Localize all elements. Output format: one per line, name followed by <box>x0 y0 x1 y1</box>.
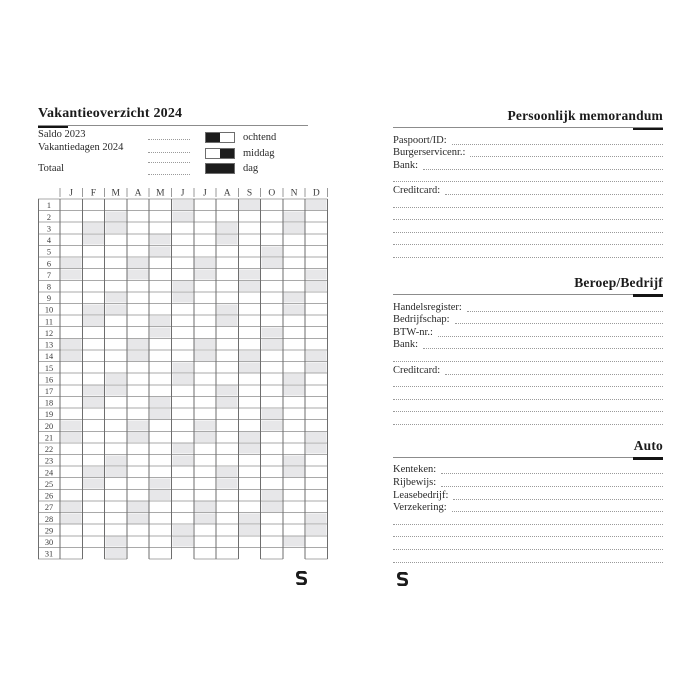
svg-text:M: M <box>156 188 165 199</box>
dotted-write-line <box>455 323 663 324</box>
summary-label: Vakantiedagen 2024 <box>38 142 124 153</box>
svg-text:7: 7 <box>46 270 52 280</box>
memo-blank-row <box>393 234 663 247</box>
dotted-write-line <box>438 336 663 337</box>
dotted-write-line <box>393 219 663 220</box>
section-title-rule <box>393 127 663 128</box>
svg-text:10: 10 <box>44 305 54 315</box>
svg-text:J: J <box>203 188 207 199</box>
field-label: Paspoort/ID: <box>393 134 447 146</box>
dotted-write-line <box>441 486 663 487</box>
dotted-write-line <box>393 181 663 182</box>
field-label: BTW-nr.: <box>393 326 433 338</box>
memo-blank-row <box>393 538 663 551</box>
legend-swatch-full <box>205 163 235 174</box>
svg-text:23: 23 <box>44 456 54 466</box>
svg-text:31: 31 <box>44 549 54 559</box>
svg-text:18: 18 <box>44 398 54 408</box>
section-title-rule <box>393 457 663 458</box>
svg-text:S: S <box>246 188 253 199</box>
svg-text:20: 20 <box>44 421 54 431</box>
svg-text:27: 27 <box>44 503 54 513</box>
svg-text:13: 13 <box>44 340 54 350</box>
dotted-write-line <box>393 207 663 208</box>
dotted-write-line <box>148 152 190 153</box>
field-label: Kenteken: <box>393 464 437 476</box>
svg-text:21: 21 <box>44 433 54 443</box>
memo-field-row <box>393 133 663 146</box>
right-page-personal-memo <box>393 108 663 598</box>
svg-text:12: 12 <box>44 328 54 338</box>
dotted-write-line <box>467 311 663 312</box>
memo-blank-row <box>393 221 663 234</box>
svg-text:N: N <box>290 188 298 199</box>
memo-blank-row <box>393 376 663 389</box>
svg-text:19: 19 <box>44 410 54 420</box>
svg-text:A: A <box>223 188 231 199</box>
dotted-write-line <box>393 361 663 362</box>
summary-label: Saldo 2023 <box>38 129 86 140</box>
svg-text:5: 5 <box>46 247 52 257</box>
memo-field-row <box>393 463 663 476</box>
svg-text:F: F <box>90 188 97 199</box>
dotted-write-line <box>393 549 663 550</box>
memo-field-row <box>393 501 663 514</box>
svg-text:M: M <box>111 188 120 199</box>
field-label: Creditcard: <box>393 364 441 376</box>
memo-blank-row <box>393 209 663 222</box>
rule-accent-bar <box>633 294 663 297</box>
svg-text:29: 29 <box>44 526 54 536</box>
svg-text:28: 28 <box>44 514 54 524</box>
dotted-write-line <box>453 499 663 500</box>
field-label: Leasebedrijf: <box>393 489 449 501</box>
section-title-rule <box>393 294 663 295</box>
svg-text:30: 30 <box>44 537 54 547</box>
field-label: Verzekering: <box>393 502 447 514</box>
memo-blank-row <box>393 401 663 414</box>
memo-blank-row <box>393 196 663 209</box>
section-title: Persoonlijk memorandum <box>507 108 663 123</box>
field-label: Bedrijfschap: <box>393 314 450 326</box>
rule-accent-bar <box>633 457 663 460</box>
left-page-vacation-overview <box>38 105 328 595</box>
rule-accent-bar <box>633 128 663 131</box>
left-page-header <box>38 105 308 126</box>
field-label: Handelsregister: <box>393 301 462 313</box>
memo-blank-row <box>393 388 663 401</box>
field-label: Rijbewijs: <box>393 477 437 489</box>
memo-field-row <box>393 300 663 313</box>
page-title: Vakantieoverzicht 2024 <box>38 106 183 121</box>
memo-blank-row <box>393 350 663 363</box>
dotted-write-line <box>452 511 663 512</box>
dotted-write-line <box>393 257 663 258</box>
dotted-write-line <box>393 244 663 245</box>
svg-text:17: 17 <box>44 387 54 397</box>
dotted-write-line <box>393 562 663 563</box>
svg-text:O: O <box>268 188 276 199</box>
svg-text:J: J <box>69 188 74 199</box>
dotted-write-line <box>148 139 190 140</box>
field-label: Bank: <box>393 159 419 171</box>
dotted-write-line <box>393 386 663 387</box>
svg-text:J: J <box>180 188 185 199</box>
svg-text:A: A <box>134 188 142 199</box>
dotted-write-line <box>393 524 663 525</box>
dotted-write-line <box>148 174 190 175</box>
brand-s-logo <box>295 571 308 585</box>
svg-text:26: 26 <box>44 491 54 501</box>
memo-field-row <box>393 338 663 351</box>
field-label: Creditcard: <box>393 184 441 196</box>
section-title: Beroep/Bedrijf <box>574 274 663 290</box>
memo-blank-row <box>393 551 663 564</box>
dotted-write-line <box>441 473 663 474</box>
memo-blank-row <box>393 513 663 526</box>
memo-field-row <box>393 363 663 376</box>
legend-label: middag <box>243 148 275 159</box>
dotted-write-line <box>445 194 663 195</box>
memo-field-row <box>393 488 663 501</box>
svg-text:D: D <box>312 188 320 199</box>
memo-field-row <box>393 313 663 326</box>
svg-text:2: 2 <box>46 212 52 222</box>
memo-blank-row <box>393 413 663 426</box>
svg-text:11: 11 <box>45 317 53 327</box>
dotted-write-line <box>423 169 663 170</box>
memo-field-row <box>393 325 663 338</box>
svg-text:16: 16 <box>44 375 54 385</box>
svg-text:9: 9 <box>46 294 52 304</box>
legend-label: ochtend <box>243 132 277 143</box>
dotted-write-line <box>393 424 663 425</box>
svg-text:6: 6 <box>46 259 52 269</box>
dotted-write-line <box>470 156 663 157</box>
memo-blank-row <box>393 171 663 184</box>
section-title: Auto <box>633 437 663 453</box>
memo-field-row <box>393 475 663 488</box>
dotted-write-line <box>393 536 663 537</box>
field-label: Burgerservicenr.: <box>393 147 466 159</box>
vacation-calendar-table <box>38 185 328 561</box>
dotted-write-line <box>423 348 663 349</box>
memo-field-row <box>393 146 663 159</box>
title-rule <box>38 125 308 126</box>
svg-text:15: 15 <box>44 363 54 373</box>
memo-field-row <box>393 183 663 196</box>
svg-text:24: 24 <box>44 468 54 478</box>
svg-text:22: 22 <box>44 445 54 455</box>
rule-accent-bar <box>38 126 68 129</box>
dotted-write-line <box>148 162 190 163</box>
dotted-write-line <box>393 411 663 412</box>
memo-section-2 <box>393 438 663 564</box>
memo-section-1 <box>393 275 663 426</box>
summary-label: Totaal <box>38 163 65 174</box>
svg-text:4: 4 <box>46 236 52 246</box>
legend-label: dag <box>243 163 259 174</box>
svg-text:1: 1 <box>46 201 52 211</box>
brand-s-logo <box>396 572 409 586</box>
legend-item-middag <box>205 148 275 159</box>
svg-text:3: 3 <box>46 224 52 234</box>
dotted-write-line <box>445 374 663 375</box>
field-label: Bank: <box>393 339 419 351</box>
memo-field-row <box>393 158 663 171</box>
dotted-write-line <box>393 232 663 233</box>
dotted-write-line <box>452 144 663 145</box>
legend-item-ochtend <box>205 132 276 143</box>
memo-blank-row <box>393 526 663 539</box>
memo-sections <box>393 108 663 564</box>
svg-text:8: 8 <box>46 282 52 292</box>
legend-item-dag <box>205 163 258 174</box>
svg-text:25: 25 <box>44 479 54 489</box>
memo-blank-row <box>393 246 663 259</box>
svg-text:14: 14 <box>44 352 54 362</box>
memo-section-0 <box>393 108 663 259</box>
dotted-write-line <box>393 399 663 400</box>
legend-swatch-right-half <box>205 148 235 159</box>
legend-swatch-left-half <box>205 132 235 143</box>
